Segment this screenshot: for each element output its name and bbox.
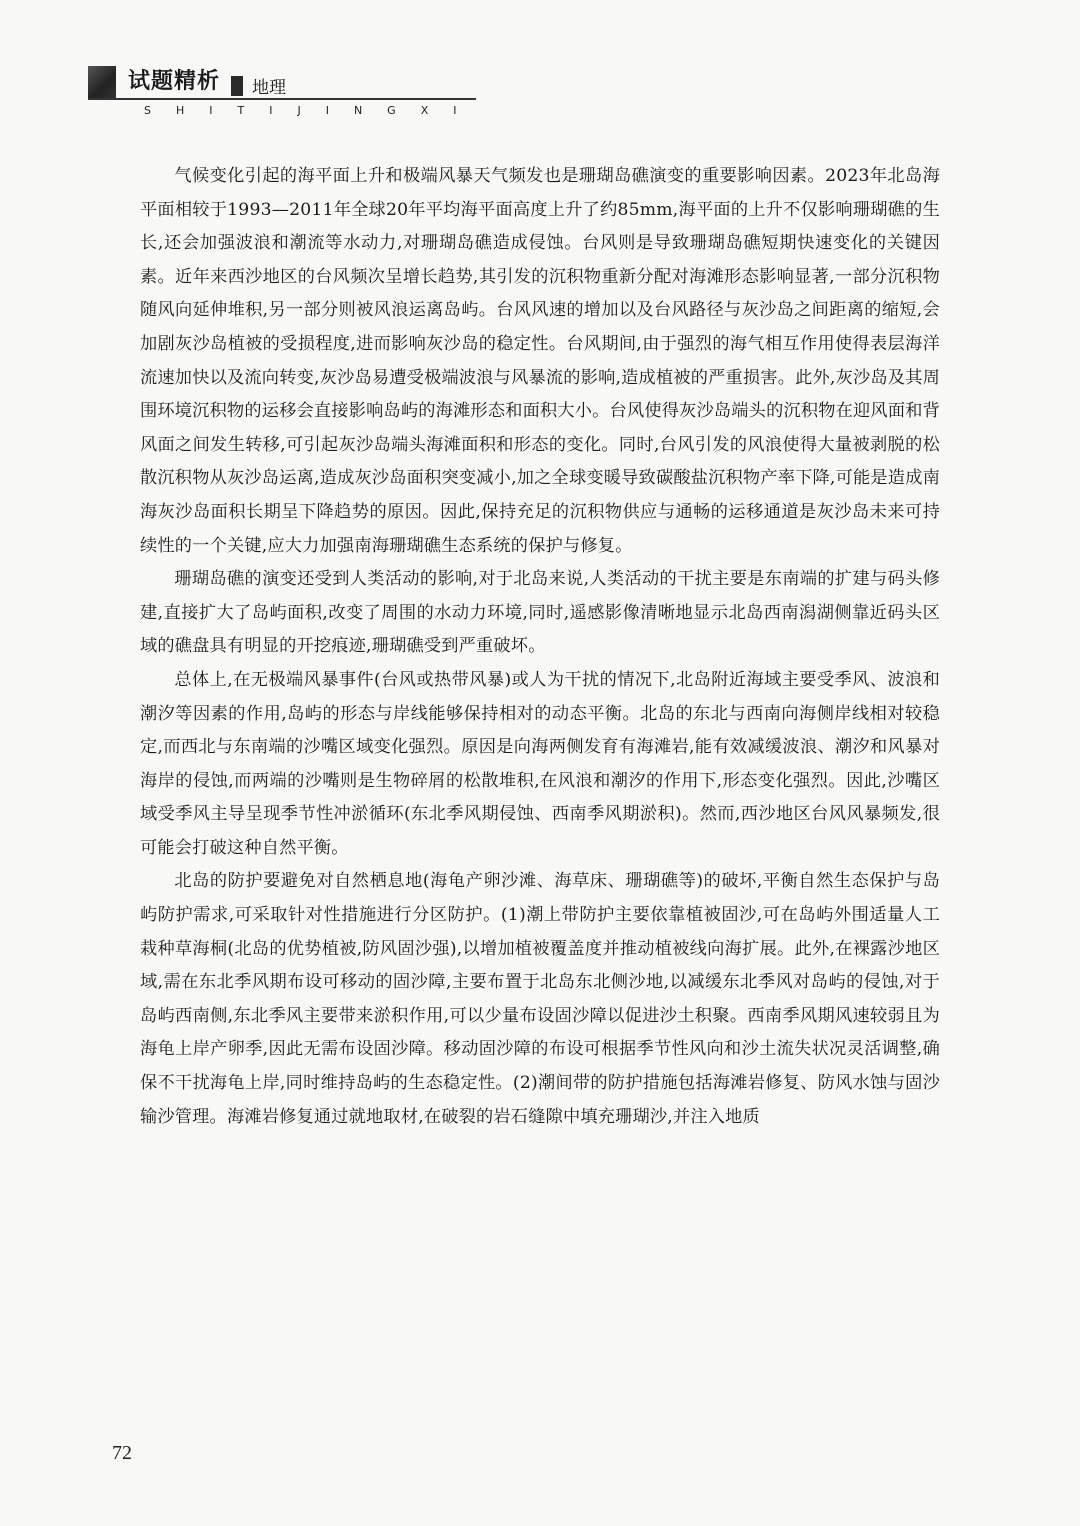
header-pinyin: SHITIJINGXI <box>144 104 482 117</box>
header-separator-block <box>231 76 243 96</box>
page-header <box>88 62 488 122</box>
paragraph-3: 总体上,在无极端风暴事件(台风或热带风暴)或人为干扰的情况下,北岛附近海域主要受季风、波浪和潮汐等因素的作用,岛屿的形态与岸线能够保持相对的动态平衡。北岛的东北与西南向海侧岸线相对较稳定,而西北与东南端的沙嘴区域变化强烈。原因是向海两侧发育有海滩岩,能有效减缓波浪、潮汐和风暴对海岸的侵蚀,而两端的沙嘴则是生物碎屑的松散堆积,在风浪和潮汐的作用下,形态变化强烈。因此,沙嘴区域受季风主导呈现季节性冲淤循环(东北季风期侵蚀、西南季风期淤积)。然而,西沙地区台风风暴频发,很可能会打破这种自然平衡。 <box>140 669 940 858</box>
paragraph-2: 珊瑚岛礁的演变还受到人类活动的影响,对于北岛来说,人类活动的干扰主要是东南端的扩建与码头修建,直接扩大了岛屿面积,改变了周围的水动力环境,同时,遥感影像清晰地显示北岛西南潟湖侧靠近码头区域的礁盘具有明显的开挖痕迹,珊瑚礁受到严重破坏。 <box>140 569 940 657</box>
header-title: 试题精析 <box>128 69 221 94</box>
paragraph-1: 气候变化引起的海平面上升和极端风暴天气频发也是珊瑚岛礁演变的重要影响因素。2023年北岛海平面相较于1993—2011年全球20年平均海平面高度上升了约85mm,海平面的上升不仅影响珊瑚礁的生长,还会加强波浪和潮流等水动力,对珊瑚岛礁造成侵蚀。台风则是导致珊瑚岛礁短期快速变化的关键因素。近年来西沙地区的台风频次呈增长趋势,其引发的沉积物重新分配对海滩形态影响显著,一部分沉积物随风向延伸堆积,另一部分则被风浪运离岛屿。台风风速的增加以及台风路径与灰沙岛之间距离的缩短,会加剧灰沙岛植被的受损程度,进而影响灰沙岛的稳定性。台风期间,由于强烈的海气相互作用使得表层海洋流速加快以及流向转变,灰沙岛易遭受极端波浪与风暴流的影响,造成植被的严重损害。此外,灰沙岛及其周围环境沉积物的运移会直接影响岛屿的海滩形态和面积大小。台风使得灰沙岛端头的沉积物在迎风面和背风面之间发生转移,可引起灰沙岛端头海滩面积和形态的变化。同时,台风引发的风浪使得大量被剥脱的松散沉积物从灰沙岛运离,造成灰沙岛面积突变减小,加之全球变暖导致碳酸盐沉积物产率下降,可能是造成南海灰沙岛面积长期呈下降趋势的原因。因此,保持充足的沉积物供应与通畅的运移通道是灰沙岛未来可持续性的一个关键,应大力加强南海珊瑚礁生态系统的保护与修复。 <box>140 166 940 556</box>
page-number: 72 <box>112 1442 132 1464</box>
paragraph-4: 北岛的防护要避免对自然栖息地(海龟产卵沙滩、海草床、珊瑚礁等)的破坏,平衡自然生态保护与岛屿防护需求,可采取针对性措施进行分区防护。(1)潮上带防护主要依靠植被固沙,可在岛屿外围适量人工栽种草海桐(北岛的优势植被,防风固沙强),以增加植被覆盖度并推动植被线向海扩展。此外,在裸露沙地区域,需在东北季风期布设可移动的固沙障,主要布置于北岛东北侧沙地,以减缓东北季风对岛屿的侵蚀,对于岛屿西南侧,东北季风主要带来淤积作用,可以少量布设固沙障以促进沙土积聚。西南季风期风速较弱且为海龟上岸产卵季,因此无需布设固沙障。移动固沙障的布设可根据季节性风向和沙土流失状况灵活调整,确保不干扰海龟上岸,同时维持岛屿的生态稳定性。(2)潮间带的防护措施包括海滩岩修复、防风水蚀与固沙输沙管理。海滩岩修复通过就地取材,在破裂的岩石缝隙中填充珊瑚沙,并注入地质 <box>140 871 940 1127</box>
header-subject: 地理 <box>252 78 286 98</box>
header-rule <box>88 98 476 100</box>
article-body <box>140 160 940 1134</box>
header-decoration-block <box>88 66 116 98</box>
